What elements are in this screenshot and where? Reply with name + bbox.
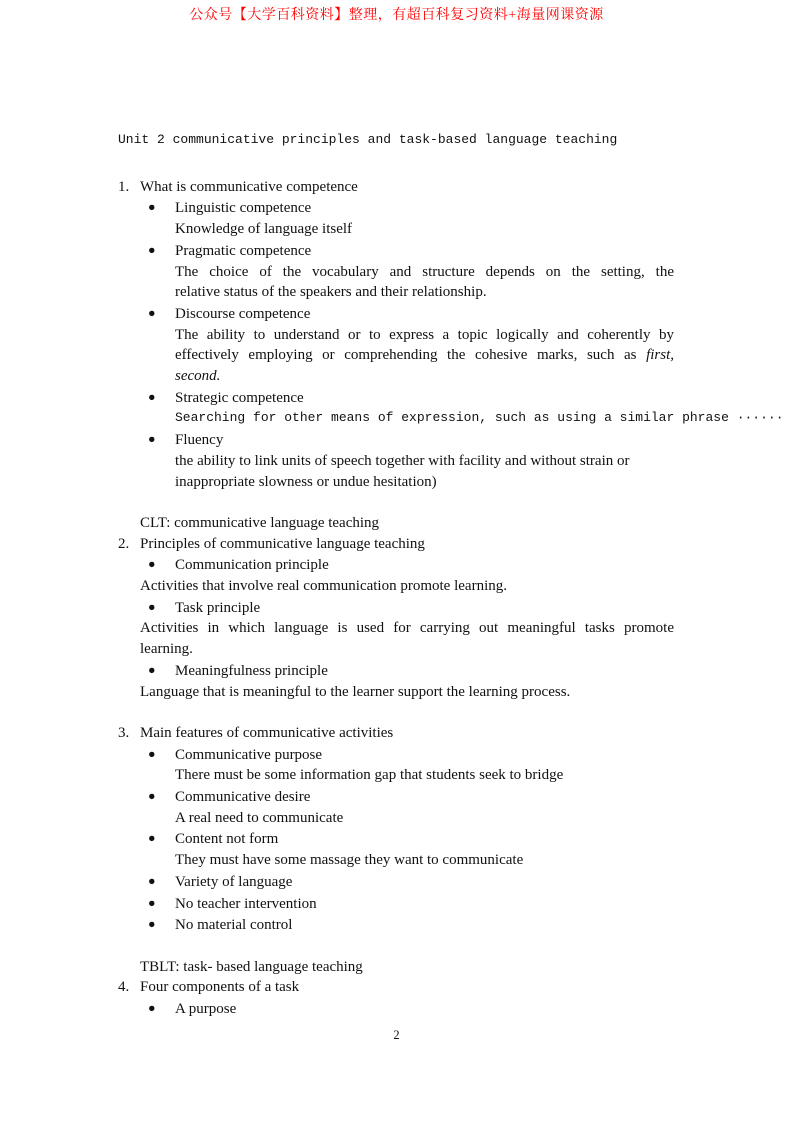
text-run: Communication principle (175, 557, 329, 574)
bullet-icon: ● (148, 662, 156, 677)
text-line (118, 472, 674, 493)
text-line (118, 618, 674, 639)
bullet-item (118, 597, 674, 619)
text-run: Knowledge of language itself (175, 221, 353, 238)
bullet-icon: ● (148, 873, 156, 888)
bullet-item (118, 998, 674, 1020)
text-run: Discourse competence (175, 305, 311, 322)
text-run: The ability to understand or to express a topic logically and coherently by (175, 326, 674, 343)
text-run: first, (646, 347, 674, 364)
bullet-item (118, 828, 674, 850)
document-title: Unit 2 communicative principles and task-based language teaching (118, 132, 618, 147)
bullet-icon: ● (148, 831, 156, 846)
bullet-item (118, 387, 674, 409)
bullet-icon: ● (148, 389, 156, 404)
bullet-item (118, 893, 674, 915)
text-run: Activities in which language is used for carrying out meaningful tasks promote (140, 620, 674, 637)
blank-line (118, 936, 674, 957)
text-line (118, 850, 674, 871)
text-line (118, 408, 784, 429)
text-run: A purpose (175, 1001, 237, 1018)
bullet-icon: ● (148, 242, 156, 257)
bullet-icon: ● (148, 305, 156, 320)
text-run: The choice of the vocabulary and structure depends on the setting, the (175, 263, 674, 280)
bullet-item (118, 303, 674, 325)
text-run: learning. (140, 641, 193, 658)
text-line (118, 366, 674, 387)
text-line (118, 325, 674, 346)
text-line (118, 513, 674, 534)
bullet-icon: ● (148, 746, 156, 761)
text-line (118, 957, 674, 978)
bullet-item (118, 660, 674, 682)
bullet-icon: ● (148, 1001, 156, 1016)
blank-line (118, 492, 674, 513)
bullet-item (118, 240, 674, 262)
text-line (118, 765, 674, 786)
text-run: CLT: communicative language teaching (140, 514, 380, 531)
numbered-item (118, 723, 674, 744)
text-run: relative status of the speakers and their relationship. (175, 284, 487, 301)
list-number: 2. (118, 535, 130, 552)
text-line (118, 345, 674, 366)
text-run: Searching for other means of expression, such as using a similar phrase ······ (175, 410, 784, 426)
bullet-item (118, 786, 674, 808)
text-line (118, 682, 674, 703)
text-run: Meaningfulness principle (175, 662, 328, 679)
page-number: 2 (393, 1028, 400, 1042)
text-run: No material control (175, 917, 293, 934)
numbered-item (118, 177, 674, 198)
text-run: Fluency (175, 432, 224, 449)
text-run: Language that is meaningful to the learner support the learning process. (140, 683, 571, 700)
text-line (118, 808, 674, 829)
bullet-icon: ● (148, 200, 156, 215)
bullet-item (118, 744, 674, 766)
text-line (118, 219, 674, 240)
text-run: What is communicative competence (140, 178, 358, 195)
text-run: No teacher intervention (175, 895, 317, 912)
list-number: 4. (118, 979, 130, 996)
list-number: 1. (118, 178, 130, 195)
bullet-item (118, 914, 674, 936)
text-line (118, 639, 674, 660)
text-run: Principles of communicative language teaching (140, 535, 425, 552)
text-run: Pragmatic competence (175, 242, 312, 259)
numbered-item (118, 534, 674, 555)
text-line (118, 262, 674, 283)
page-header-watermark: 公众号【大学百科资料】整理，有超百科复习资料+海量网课资源 (189, 8, 604, 23)
text-line (118, 282, 674, 303)
text-run: A real need to communicate (175, 809, 344, 826)
text-run: Four components of a task (140, 979, 300, 996)
text-line (118, 576, 674, 597)
bullet-icon: ● (148, 557, 156, 572)
text-run: TBLT: task- based language teaching (140, 958, 363, 975)
bullet-item (118, 554, 674, 576)
bullet-item (118, 429, 674, 451)
text-run: Task principle (175, 599, 261, 616)
text-run: the ability to link units of speech together with facility and without strain or (175, 452, 630, 469)
text-run: Strategic competence (175, 389, 304, 406)
list-number: 3. (118, 724, 130, 741)
bullet-icon: ● (148, 895, 156, 910)
numbered-item (118, 977, 674, 998)
bullet-item (118, 197, 674, 219)
document-body (118, 130, 784, 1020)
text-run: There must be some information gap that students seek to bridge (175, 767, 564, 784)
text-run: effectively employing or comprehending the cohesive marks, such as (175, 347, 647, 364)
bullet-icon: ● (148, 917, 156, 932)
text-run: Communicative desire (175, 789, 311, 806)
text-run: inappropriate slowness or undue hesitation) (175, 473, 437, 490)
text-run: second. (175, 368, 221, 385)
text-run: They must have some massage they want to communicate (175, 852, 524, 869)
bullet-icon: ● (148, 789, 156, 804)
text-line (118, 451, 674, 472)
text-run: Variety of language (175, 873, 293, 890)
document-lines (118, 177, 784, 1020)
bullet-icon: ● (148, 599, 156, 614)
text-run: Activities that involve real communication promote learning. (140, 578, 507, 595)
text-run: Linguistic competence (175, 200, 312, 217)
text-run: Communicative purpose (175, 746, 323, 763)
bullet-item (118, 871, 674, 893)
bullet-icon: ● (148, 432, 156, 447)
text-run: Main features of communicative activities (140, 724, 394, 741)
blank-line (118, 702, 674, 723)
text-run: Content not form (175, 831, 279, 848)
